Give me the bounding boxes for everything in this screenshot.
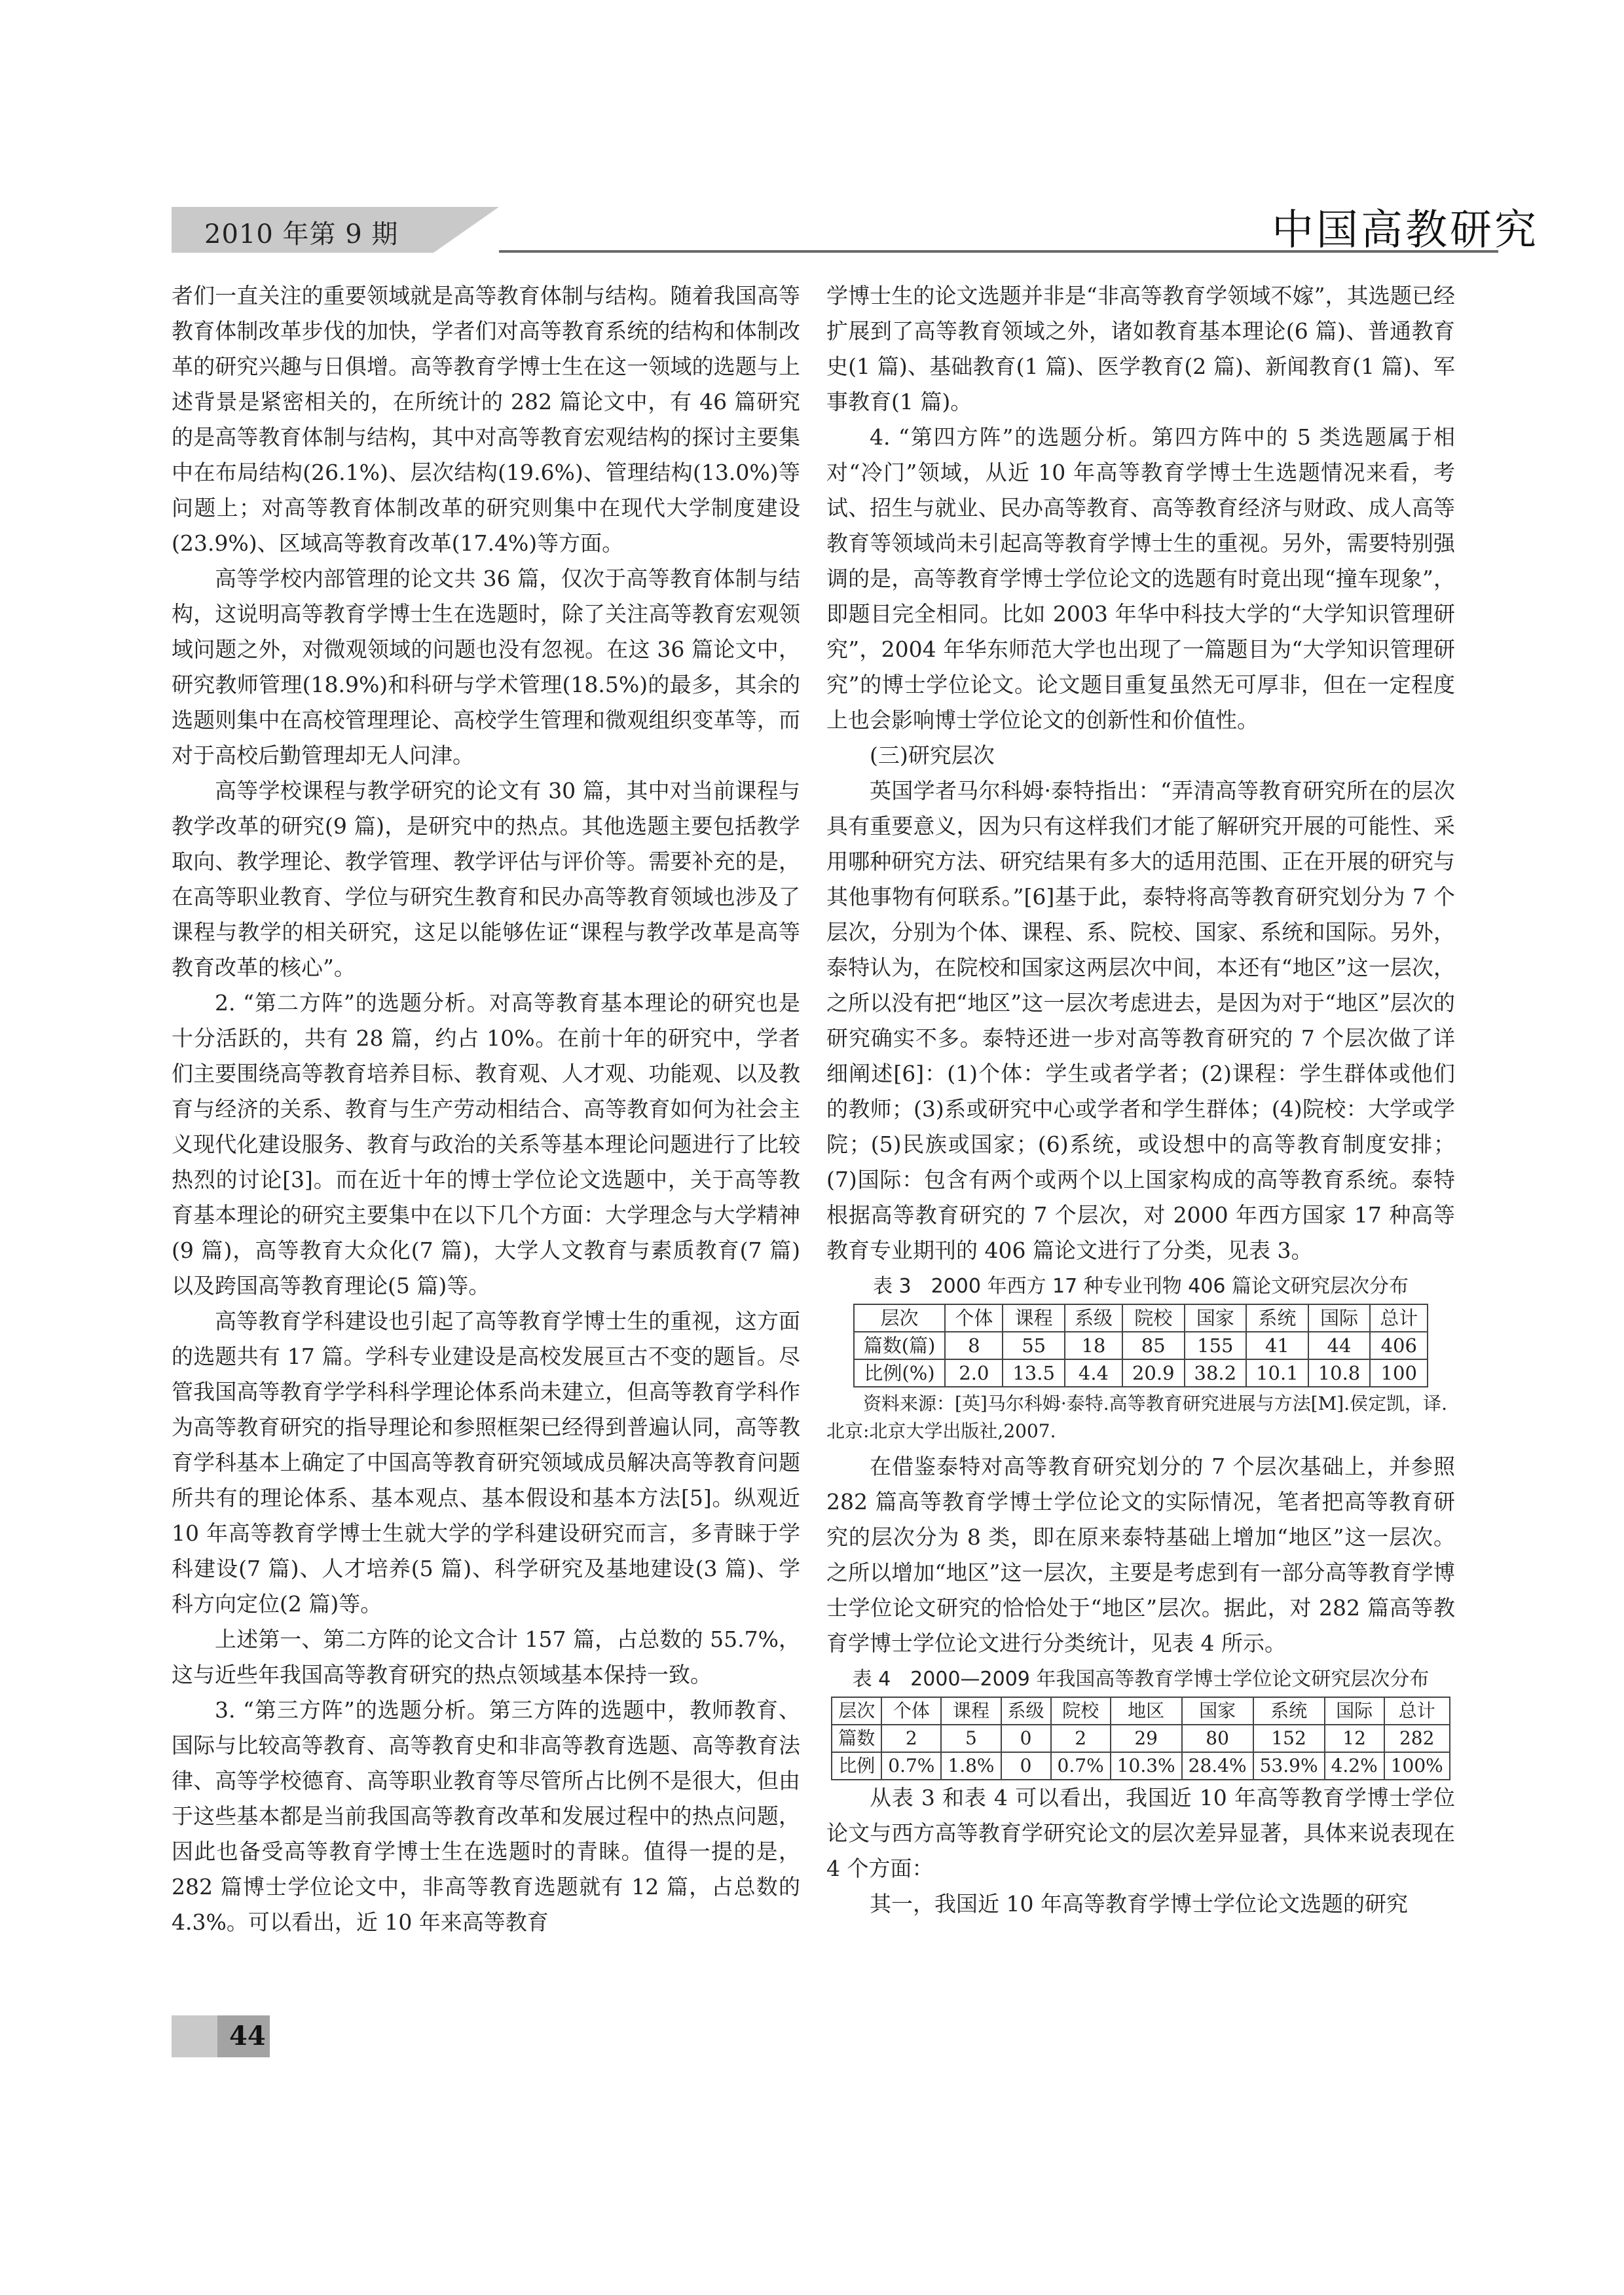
table-header-cell: 系级 (1001, 1697, 1051, 1725)
table-cell: 2 (1051, 1725, 1111, 1752)
table-row (854, 1359, 1428, 1387)
right-column (826, 278, 1455, 1922)
table-cell: 0 (1001, 1725, 1051, 1752)
section-heading: (三)研究层次 (870, 743, 995, 768)
table-cell: 2 (881, 1725, 941, 1752)
table-cell: 152 (1253, 1725, 1325, 1752)
table-cell: 282 (1384, 1725, 1450, 1752)
table-cell: 18 (1065, 1332, 1122, 1359)
table-header-row (854, 1304, 1428, 1332)
table-cell: 13.5 (1003, 1359, 1065, 1387)
table4 (831, 1697, 1450, 1780)
table-cell: 10.8 (1308, 1359, 1371, 1387)
table-cell: 4.2% (1325, 1752, 1384, 1780)
table-cell: 8 (945, 1332, 1003, 1359)
table-header-cell: 院校 (1051, 1697, 1111, 1725)
issue-label: 2010 年第 9 期 (204, 219, 399, 249)
table-cell: 41 (1246, 1332, 1308, 1359)
table-cell: 0 (1001, 1752, 1051, 1780)
table-header-cell: 课程 (1003, 1304, 1065, 1332)
table-cell: 406 (1370, 1332, 1428, 1359)
table-cell: 比例(%) (854, 1359, 946, 1387)
table-cell: 10.1 (1246, 1359, 1308, 1387)
table-row (832, 1752, 1450, 1780)
page-number-box (172, 2015, 270, 2057)
table-header-cell: 系级 (1065, 1304, 1122, 1332)
table-cell: 29 (1111, 1725, 1182, 1752)
paragraph: 高等学校课程与教学研究的论文有 30 篇，其中对当前课程与教学改革的研究(9 篇)，是研究中的热点。其他选题主要包括教学取向、教学理论、教学管理、教学评估与评价等。需要补充的是，在高等职业教育、学位与研究生教育和民办高等教育领域也涉及了课程与教学的相关研究，这足以能够佐证“课程与教学改革是高等教育改革的核心”。 (172, 778, 800, 980)
paragraph: 高等学校内部管理的论文共 36 篇，仅次于高等教育体制与结构，这说明高等教育学博士生在选题时，除了关注高等教育宏观领域问题之外，对微观领域的问题也没有忽视。在这 36 篇论文中，研究教师管理(18.9%)和科研与学术管理(18.5%)的最多，其余的选题则集中在高校管理理论、高校学生管理和微观组织变革等，而对于高校后勤管理却无人问津。 (172, 566, 800, 768)
table-cell: 155 (1185, 1332, 1247, 1359)
table-header-cell: 层次 (854, 1304, 946, 1332)
table-cell: 0.7% (881, 1752, 941, 1780)
page-number: 44 (229, 2021, 266, 2051)
table-header-cell: 总计 (1384, 1697, 1450, 1725)
table-cell: 53.9% (1253, 1752, 1325, 1780)
table-header-cell: 系统 (1253, 1697, 1325, 1725)
table-row (832, 1725, 1450, 1752)
table-cell: 38.2 (1185, 1359, 1247, 1387)
paragraph: 学博士生的论文选题并非是“非高等教育学领域不嫁”，其选题已经扩展到了高等教育领域之外，诸如教育基本理论(6 篇)、普通教育史(1 篇)、基础教育(1 篇)、医学教育(2 篇)、新闻教育(1 篇)、军事教育(1 篇)。 (826, 283, 1455, 414)
table-cell: 4.4 (1065, 1359, 1122, 1387)
table-cell: 100 (1370, 1359, 1428, 1387)
table-header-cell: 国家 (1185, 1304, 1247, 1332)
table-header-cell: 系统 (1246, 1304, 1308, 1332)
journal-title: 中国高教研究 (1272, 206, 1539, 255)
table3 (853, 1304, 1429, 1387)
table-header-cell: 地区 (1111, 1697, 1182, 1725)
paragraph: 3. “第三方阵”的选题分析。第三方阵的选题中，教师教育、国际与比较高等教育、高等教育史和非高等教育选题、高等教育法律、高等学校德育、高等职业教育等尽管所占比例不是很大，但由于这些基本都是当前我国高等教育改革和发展过程中的热点问题，因此也备受高等教育学博士生在选题时的青睐。值得一提的是，282 篇博士学位论文中，非高等教育选题就有 12 篇，占总数的 4.3%。可以看出，近 10 年来高等教育 (172, 1697, 800, 1935)
table-header-cell: 国际 (1308, 1304, 1371, 1332)
table4-caption: 表 4 2000—2009 年我国高等教育学博士学位论文研究层次分布 (852, 1668, 1430, 1691)
issue-tab-slant (434, 207, 499, 253)
paragraph: 从表 3 和表 4 可以看出，我国近 10 年高等教育学博士学位论文与西方高等教育学研究论文的层次差异显著，具体来说表现在 4 个方面： (826, 1785, 1455, 1881)
paragraph: 其一，我国近 10 年高等教育学博士学位论文选题的研究 (870, 1891, 1408, 1917)
paragraph: 2. “第二方阵”的选题分析。对高等教育基本理论的研究也是十分活跃的，共有 28 篇，约占 10%。在前十年的研究中，学者们主要围绕高等教育培养目标、教育观、人才观、功能观、以及教育与经济的关系、教育与生产劳动相结合、高等教育如何为社会主义现代化建设服务、教育与政治的关系等基本理论问题进行了比较热烈的讨论[3]。而在近十年的博士学位论文选题中，关于高等教育基本理论的研究主要集中在以下几个方面：大学理念与大学精神(9 篇)，高等教育大众化(7 篇)，大学人文教育与素质教育(7 篇)以及跨国高等教育理论(5 篇)等。 (172, 990, 801, 1298)
paragraph: 在借鉴泰特对高等教育研究划分的 7 个层次基础上，并参照 282 篇高等教育学博士学位论文的实际情况，笔者把高等教育研究的层次分为 8 类，即在原来泰特基础上增加“地区”这一层次。之所以增加“地区”这一层次，主要是考虑到有一部分高等教育学博士学位论文研究的恰恰处于“地区”层次。据此，对 282 篇高等教育学博士学位论文进行分类统计，见表 4 所示。 (826, 1454, 1455, 1656)
paragraph: 英国学者马尔科姆·泰特指出：“弄清高等教育研究所在的层次具有重要意义，因为只有这样我们才能了解研究开展的可能性、采用哪种研究方法、研究结果有多大的适用范围、正在开展的研究与其他事物有何联系。”[6]基于此，泰特将高等教育研究划分为 7 个层次，分别为个体、课程、系、院校、国家、系统和国际。另外，泰特认为，在院校和国家这两层次中间，本还有“地区”这一层次，之所以没有把“地区”这一层次考虑进去，是因为对于“地区”层次的研究确实不多。泰特还进一步对高等教育研究的 7 个层次做了详细阐述[6]：(1)个体：学生或者学者；(2)课程：学生群体或他们的教师；(3)系或研究中心或学者和学生群体；(4)院校：大学或学院；(5)民族或国家；(6)系统，或设想中的高等教育制度安排；(7)国际：包含有两个或两个以上国家构成的高等教育系统。泰特根据高等教育研究的 7 个层次，对 2000 年西方国家 17 种高等教育专业期刊的 406 篇论文进行了分类，见表 3。 (826, 778, 1455, 1263)
table-cell: 5 (941, 1725, 1001, 1752)
table-header-cell: 个体 (881, 1697, 941, 1725)
table-row (854, 1332, 1428, 1359)
table-header-row (832, 1697, 1450, 1725)
table-cell: 85 (1122, 1332, 1185, 1359)
left-column (172, 278, 800, 1940)
table-cell: 100% (1384, 1752, 1450, 1780)
table-cell: 28.4% (1182, 1752, 1253, 1780)
table-cell: 55 (1003, 1332, 1065, 1359)
table3-source: 资料来源：[英]马尔科姆·泰特.高等教育研究进展与方法[M].侯定凯，译.北京:北京大学出版社,2007. (826, 1393, 1447, 1442)
paragraph: 4. “第四方阵”的选题分析。第四方阵中的 5 类选题属于相对“冷门”领域，从近 10 年高等教育学博士生选题情况来看，考试、招生与就业、民办高等教育、高等教育经济与财政、成人高等教育等领域尚未引起高等教育学博士生的重视。另外，需要特别强调的是，高等教育学博士学位论文的选题有时竟出现“撞车现象”，即题目完全相同。比如 2003 年华中科技大学的“大学知识管理研究”，2004 年华东师范大学也出现了一篇题目为“大学知识管理研究”的博士学位论文。论文题目重复虽然无可厚非，但在一定程度上也会影响博士学位论文的创新性和价值性。 (826, 424, 1455, 733)
table-cell: 0.7% (1051, 1752, 1111, 1780)
table-cell: 44 (1308, 1332, 1371, 1359)
table-cell: 比例 (832, 1752, 881, 1780)
paragraph: 上述第一、第二方阵的论文合计 157 篇，占总数的 55.7%，这与近些年我国高等教育研究的热点领域基本保持一致。 (172, 1626, 800, 1687)
table3-caption: 表 3 2000 年西方 17 种专业刊物 406 篇论文研究层次分布 (872, 1275, 1409, 1298)
table-cell: 80 (1182, 1725, 1253, 1752)
table-header-cell: 总计 (1370, 1304, 1428, 1332)
table-cell: 篇数 (832, 1725, 881, 1752)
table-cell: 12 (1325, 1725, 1384, 1752)
table-cell: 20.9 (1122, 1359, 1185, 1387)
table-header-cell: 层次 (832, 1697, 881, 1725)
table-cell: 篇数(篇) (854, 1332, 946, 1359)
table-header-cell: 国家 (1182, 1697, 1253, 1725)
paragraph: 者们一直关注的重要领域就是高等教育体制与结构。随着我国高等教育体制改革步伐的加快，学者们对高等教育系统的结构和体制改革的研究兴趣与日俱增。高等教育学博士生在这一领域的选题与上述背景是紧密相关的，在所统计的 282 篇论文中，有 46 篇研究的是高等教育体制与结构，其中对高等教育宏观结构的探讨主要集中在布局结构(26.1%)、层次结构(19.6%)、管理结构(13.0%)等问题上；对高等教育体制改革的研究则集中在现代大学制度建设(23.9%)、区域高等教育改革(17.4%)等方面。 (172, 283, 800, 556)
table-cell: 10.3% (1111, 1752, 1182, 1780)
table-header-cell: 国际 (1325, 1697, 1384, 1725)
table-cell: 2.0 (945, 1359, 1003, 1387)
table-header-cell: 课程 (941, 1697, 1001, 1725)
table-cell: 1.8% (941, 1752, 1001, 1780)
table-header-cell: 个体 (945, 1304, 1003, 1332)
paragraph: 高等教育学科建设也引起了高等教育学博士生的重视，这方面的选题共有 17 篇。学科专业建设是高校发展亘古不变的题旨。尽管我国高等教育学学科科学理论体系尚未建立，但高等教育学科作为高等教育研究的指导理论和参照框架已经得到普遍认同，高等教育学科基本上确定了中国高等教育研究领域成员解决高等教育问题所共有的理论体系、基本观点、基本假设和基本方法[5]。纵观近 10 年高等教育学博士生就大学的学科建设研究而言，多青睐于学科建设(7 篇)、人才培养(5 篇)、科学研究及基地建设(3 篇)、学科方向定位(2 篇)等。 (172, 1308, 800, 1617)
table-header-cell: 院校 (1122, 1304, 1185, 1332)
